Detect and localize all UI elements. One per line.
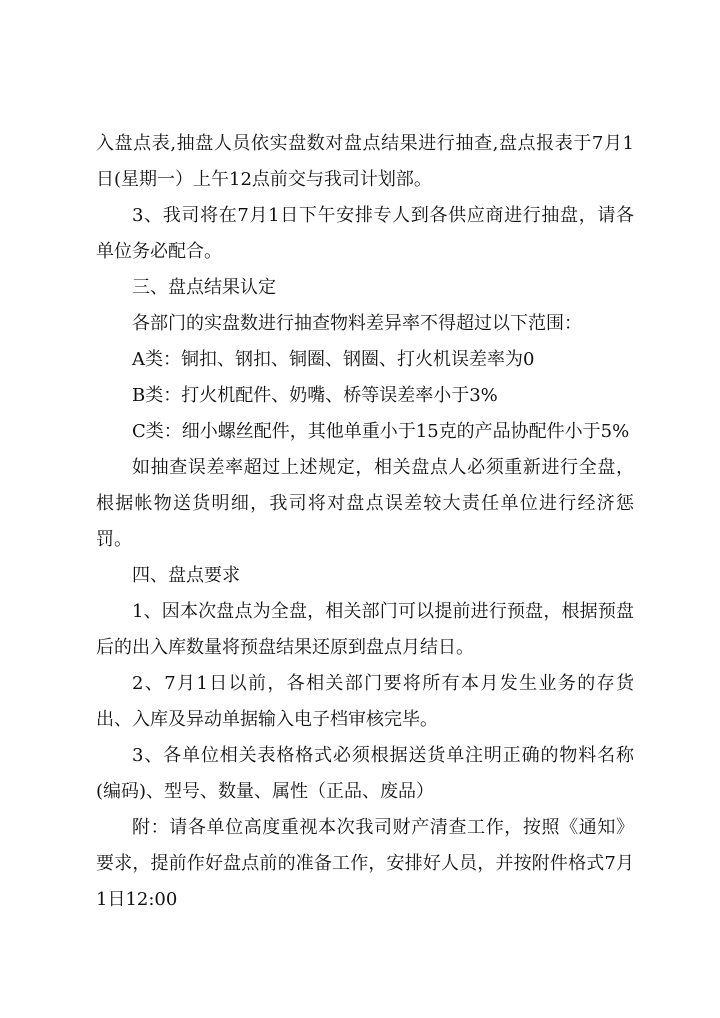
paragraph-requirement-2: 2、7月1日以前，各相关部门要将所有本月发生业务的存货出、入库及异动单据输入电子档审核完毕。 <box>96 673 634 730</box>
section-heading-result: 三、盘点结果认定 <box>132 277 276 298</box>
paragraph-class-a: A类：铜扣、钢扣、铜圈、钢圈、打火机误差率为0 <box>132 349 535 370</box>
paragraph-requirement-3: 3、各单位相关表格格式必须根据送货单注明正确的物料名称(编码)、型号、数量、属性（正品、废品） <box>96 745 634 802</box>
paragraph-class-c: C类：细小螺丝配件，其他单重小于15克的产品协配件小于5% <box>132 421 630 442</box>
paragraph-continuation: 入盘点表,抽盘人员依实盘数对盘点结果进行抽查,盘点报表于7月1日(星期一）上午12点前交与我司计划部。 <box>96 133 634 190</box>
paragraph-item-3-sampling: 3、我司将在7月1日下午安排专人到各供应商进行抽盘，请各单位务必配合。 <box>96 205 634 262</box>
paragraph-penalty: 如抽查误差率超过上述规定，相关盘点人必须重新进行全盘，根据帐物送货明细，我司将对盘点误差较大责任单位进行经济惩罚。 <box>96 457 634 550</box>
document-body <box>96 126 634 918</box>
paragraph-requirement-1: 1、因本次盘点为全盘，相关部门可以提前进行预盘，根据预盘后的出入库数量将预盘结果还原到盘点月结日。 <box>96 601 634 658</box>
paragraph-class-b: B类：打火机配件、奶嘴、桥等误差率小于3% <box>132 385 498 406</box>
paragraph-appendix-note: 附：请各单位高度重视本次我司财产清查工作，按照《通知》要求，提前作好盘点前的准备工作，安排好人员，并按附件格式7月1日12:00 <box>96 817 634 910</box>
section-heading-requirements: 四、盘点要求 <box>132 565 240 586</box>
paragraph-variance-range: 各部门的实盘数进行抽查物料差异率不得超过以下范围： <box>132 313 582 334</box>
